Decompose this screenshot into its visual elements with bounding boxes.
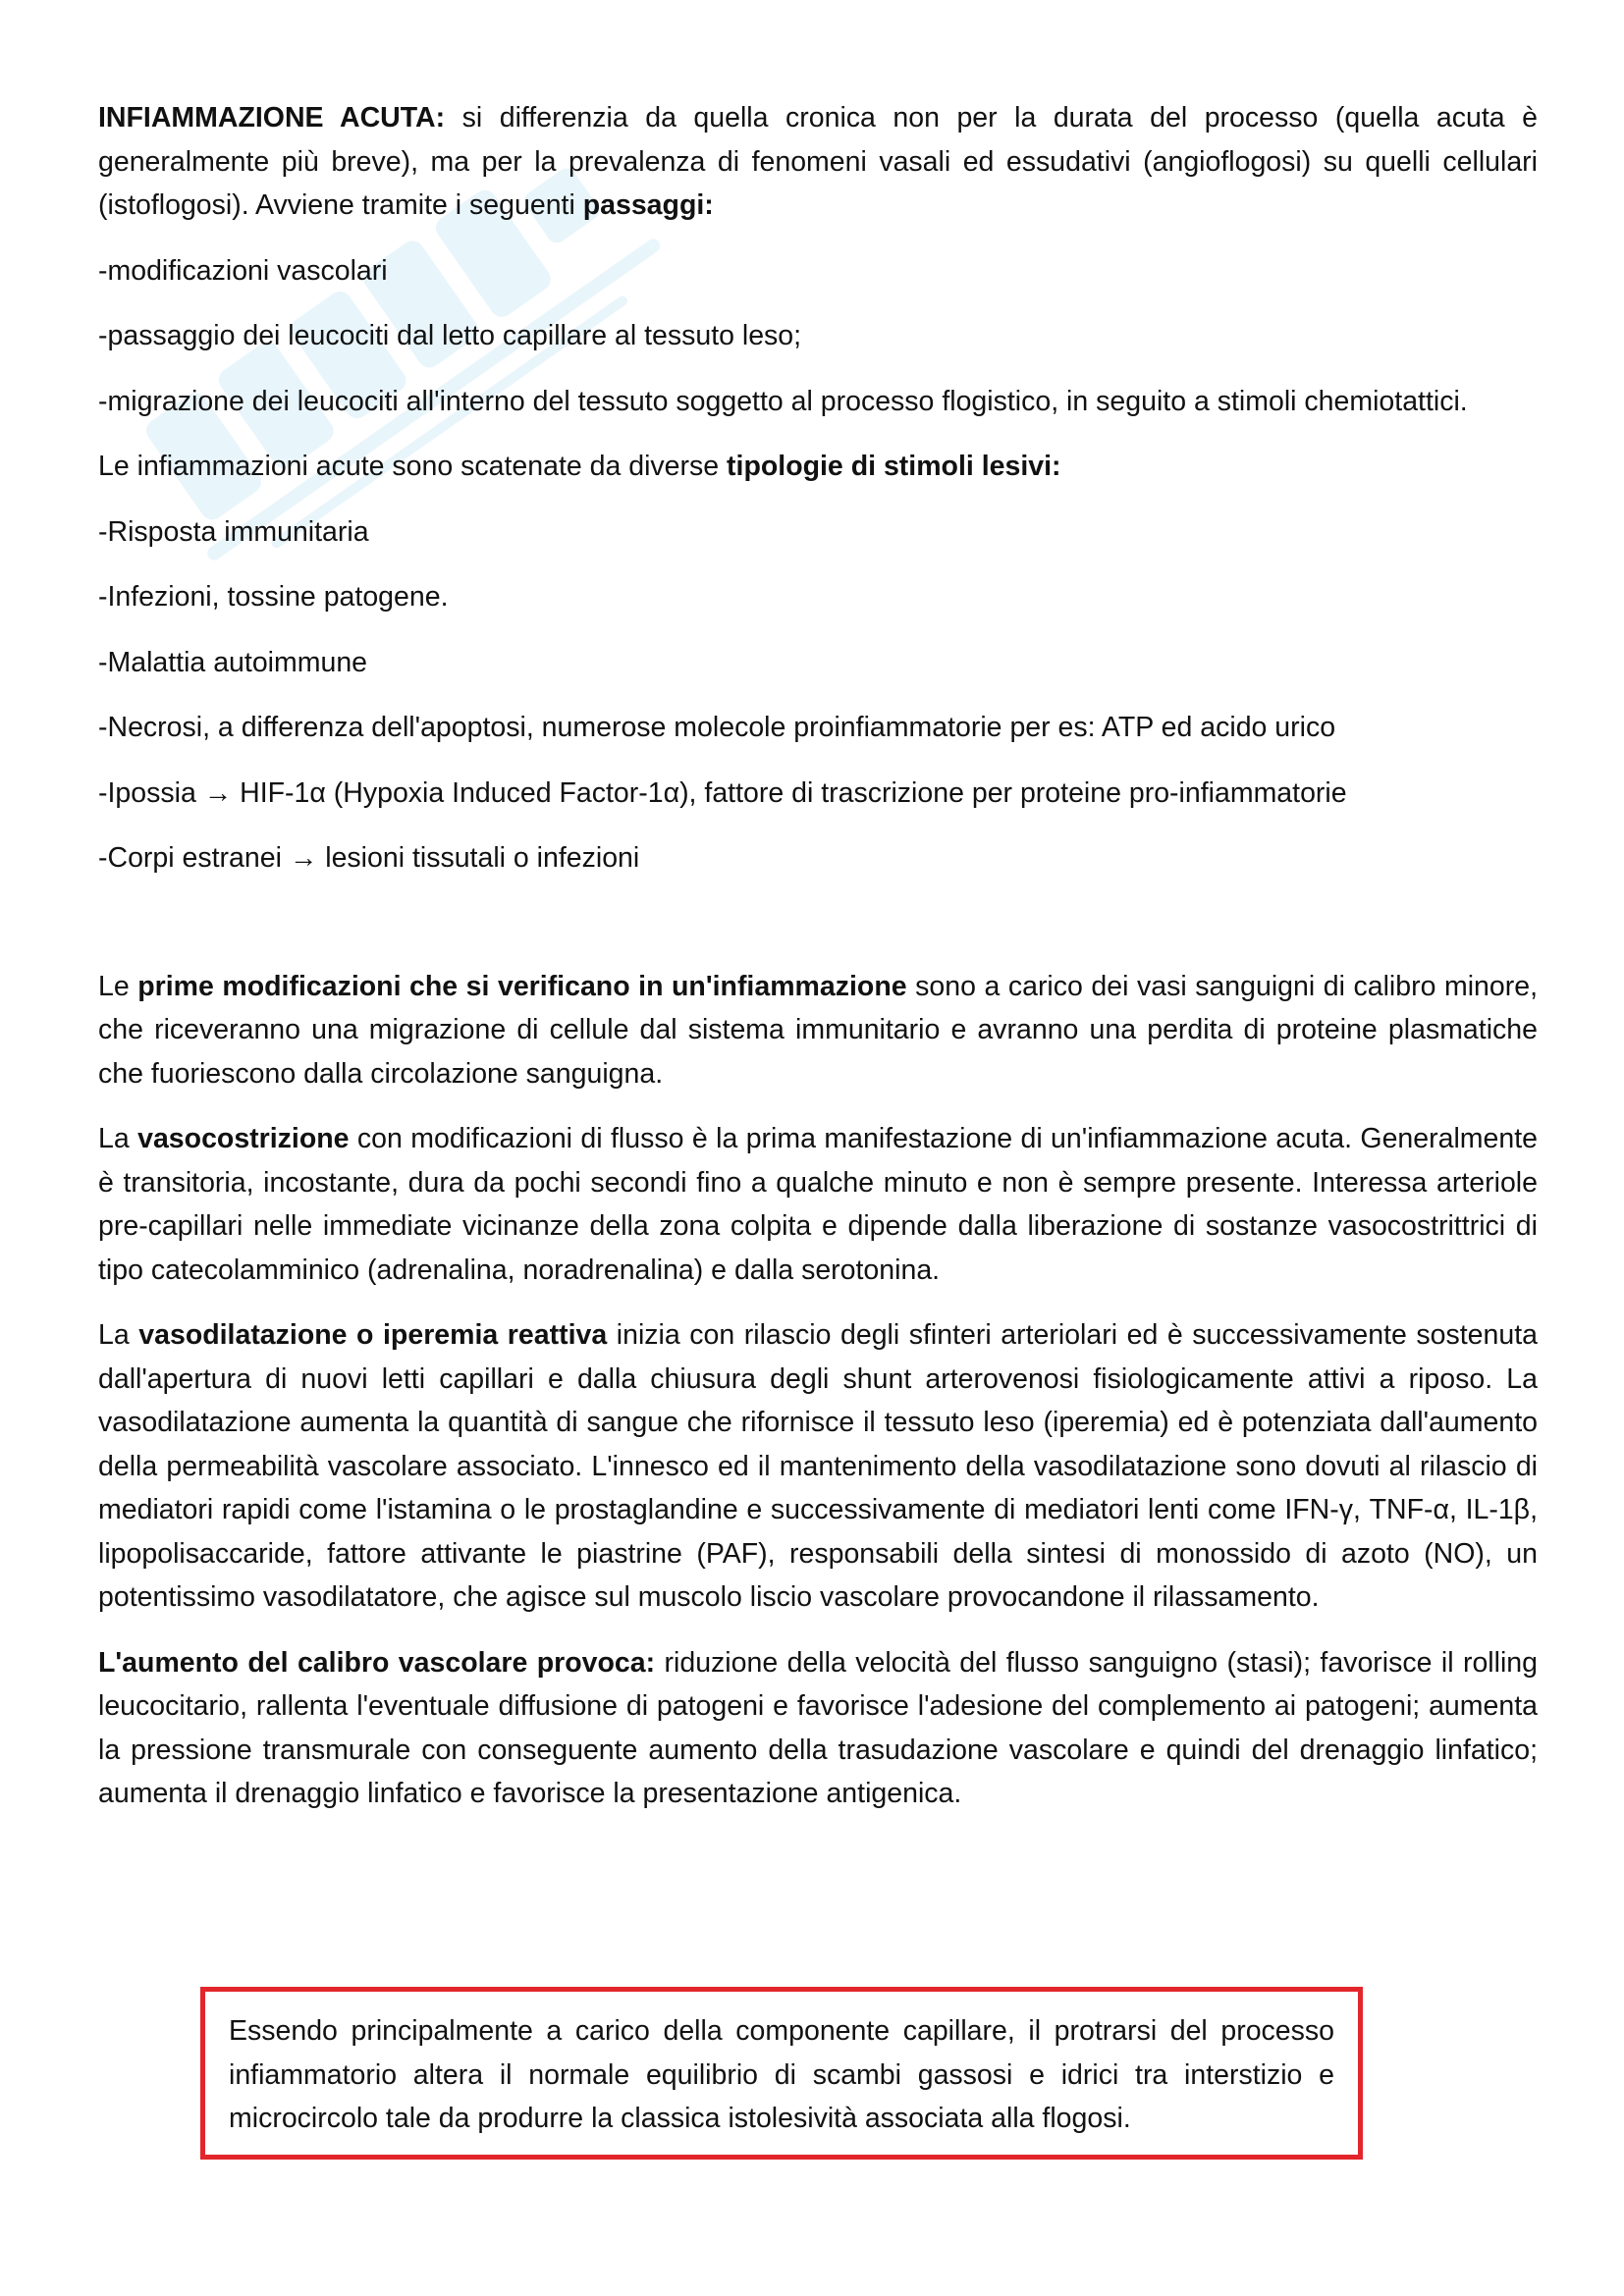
first-mods-pre: Le xyxy=(98,970,138,1002)
callout-text: Essendo principalmente a carico della componente capillare, il protrarsi del processo infiammatorio altera il normale equilibrio di scambi gassosi e idrici tra interstizio e microcircolo tale da produrre la classica istolesività associata alla flogosi. xyxy=(229,2015,1334,2134)
vasoconstriction-paragraph xyxy=(98,1117,1538,1292)
step-item: -modificazioni vascolari xyxy=(98,254,388,287)
stimulus-item: -Malattia autoimmune xyxy=(98,646,368,678)
section-spacer xyxy=(98,902,1538,965)
vasodilation-pre: La xyxy=(98,1319,139,1351)
intro-paragraph xyxy=(98,96,1538,228)
first-mods-bold: prime modificazioni che si verificano in un'infiammazione xyxy=(137,970,907,1002)
stimuli-intro-bold: tipologie di stimoli lesivi: xyxy=(727,451,1061,482)
intro-heading: INFIAMMAZIONE ACUTA: xyxy=(98,102,446,133)
vasodilation-bold: vasodilatazione o iperemia reattiva xyxy=(138,1319,608,1351)
step-item: -passaggio dei leucociti dal letto capillare al tessuto leso; xyxy=(98,320,802,351)
stimulus-item: -Ipossia → HIF-1α (Hypoxia Induced Factor-1α), fattore di trascrizione per proteine pro-infiammatorie xyxy=(98,776,1347,809)
first-mods-post: sono a carico dei vasi sanguigni di calibro minore, che riceveranno una migrazione di cellule dal sistema immunitario e avranno una perdita di proteine plasmatiche che fuoriescono dalla circolazione sanguigna. xyxy=(98,970,1538,1090)
document-body xyxy=(98,96,1538,1838)
stimuli-intro xyxy=(98,445,1538,489)
stimulus-item: -Necrosi, a differenza dell'apoptosi, numerose molecole proinfiammatorie per es: ATP ed acido urico xyxy=(98,712,1336,743)
vasoconstriction-post: con modificazioni di flusso è la prima manifestazione di un'infiammazione acuta. Generalmente è transitoria, incostante, dura da pochi secondi fino a qualche minuto e non è sempre presente. Interessa arteriole pre-capillari nelle immediate vicinanze della zona colpita e dipende dalla liberazione di sostanze vasocostrittrici di tipo catecolamminico (adrenalina, noradrenalina) e dalla serotonina. xyxy=(98,1123,1538,1286)
vasodilation-post: inizia con rilascio degli sfinteri arteriolari ed è successivamente sostenuta dall'apertura di nuovi letti capillari e dalla chiusura degli shunt arterovenosi fisiologicamente attivi a riposo. La vasodilatazione aumenta la quantità di sangue che rifornisce il tessuto leso (iperemia) ed è potenziata dall'aumento della permeabilità vascolare associato. L'innesco ed il mantenimento della vasodilatazione sono dovuti al rilascio di mediatori rapidi come l'istamina o le prostaglandine e successivamente di mediatori lenti come IFN-γ, TNF-α, IL-1β, lipopolisaccaride, fattore attivante le piastrine (PAF), responsabili della sintesi di monossido di azoto (NO), un potentissimo vasodilatatore, che agisce sul muscolo liscio vascolare provocandone il rilassamento. xyxy=(98,1319,1538,1613)
vasoconstriction-bold: vasocostrizione xyxy=(137,1123,350,1154)
caliber-bold: L'aumento del calibro vascolare provoca: xyxy=(98,1646,656,1679)
intro-bold-end: passaggi: xyxy=(582,189,714,221)
intro-text: si differenzia da quella cronica non per la durata del processo (quella acuta è generalmente più breve), ma per la prevalenza di fenomeni vasali ed essudativi (angioflogosi) su quelli cellulari (istoflogosi). Avviene tramite i seguenti xyxy=(98,102,1538,221)
step-item: -migrazione dei leucociti all'interno del tessuto soggetto al processo flogistico, in seguito a stimoli chemiotattici. xyxy=(98,385,1468,417)
stimulus-item: -Infezioni, tossine patogene. xyxy=(98,581,449,613)
stimulus-item: -Risposta immunitaria xyxy=(98,515,369,548)
callout-box xyxy=(200,1987,1363,2160)
stimulus-item: -Corpi estranei → lesioni tissutali o infezioni xyxy=(98,842,640,874)
caliber-paragraph xyxy=(98,1641,1538,1816)
vasodilation-paragraph xyxy=(98,1313,1538,1620)
vasoconstriction-pre: La xyxy=(98,1123,138,1154)
stimuli-intro-text: Le infiammazioni acute sono scatenate da diverse xyxy=(98,451,728,482)
caliber-post: riduzione della velocità del flusso sanguigno (stasi); favorisce il rolling leucocitario, rallenta l'eventuale diffusione di patogeni e favorisce l'adesione del complemento ai patogeni; aumenta la pressione transmurale con conseguente aumento della trasudazione vascolare e quindi del drenaggio linfatico; aumenta il drenaggio linfatico e favorisce la presentazione antigenica. xyxy=(98,1646,1538,1809)
first-modifications-paragraph xyxy=(98,965,1538,1096)
